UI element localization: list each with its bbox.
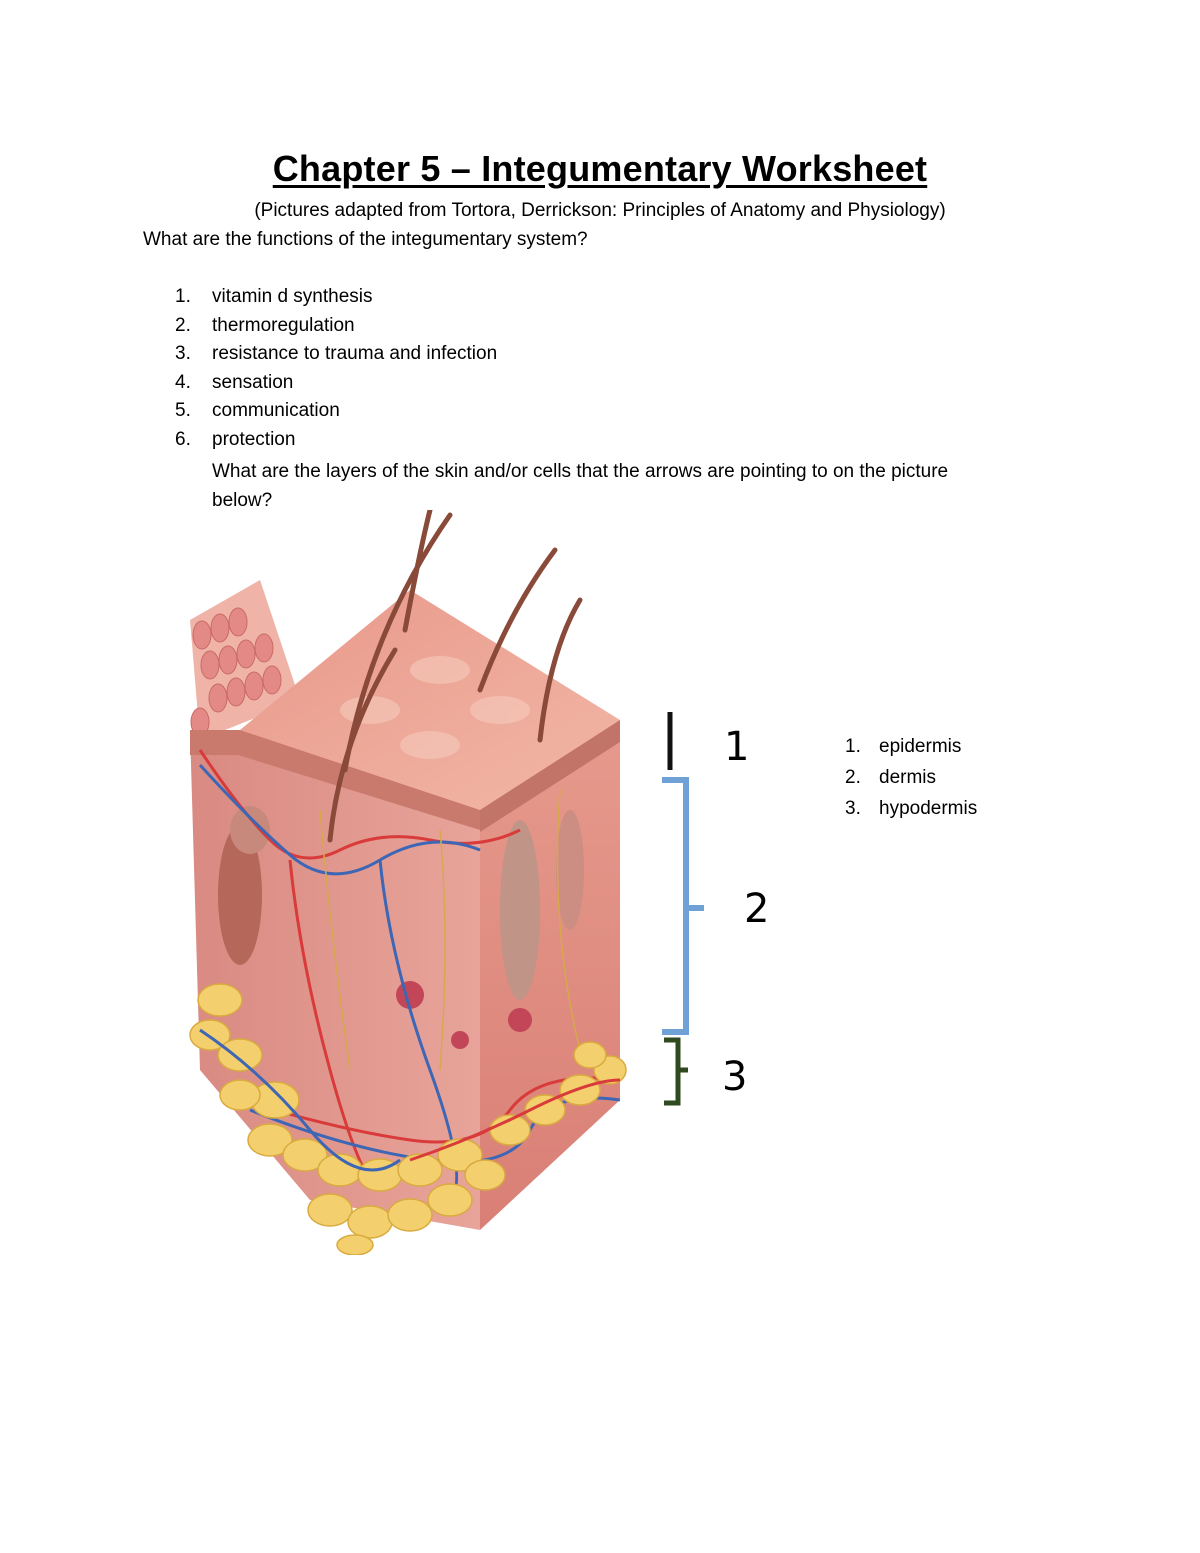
- list-item: [175, 340, 497, 369]
- list-text: dermis: [879, 767, 937, 788]
- list-item: [175, 397, 497, 426]
- list-item: [175, 426, 497, 455]
- list-text: hypodermis: [879, 798, 978, 819]
- list-text: vitamin d synthesis: [212, 286, 373, 307]
- list-number: 1.: [845, 736, 861, 757]
- skin-cross-section-illustration: [180, 510, 640, 1255]
- bracket-3: [664, 1040, 688, 1103]
- list-number: 1.: [175, 286, 191, 307]
- list-number: 3.: [845, 798, 861, 819]
- list-number: 2.: [175, 314, 191, 336]
- list-text: communication: [212, 400, 340, 422]
- list-text: epidermis: [879, 736, 962, 757]
- bracket-label-2: 2: [744, 886, 770, 932]
- list-text: resistance to trauma and infection: [212, 343, 498, 365]
- list-item: [175, 283, 497, 312]
- page-title: Chapter 5 – Integumentary Worksheet: [272, 148, 928, 189]
- list-item: [175, 312, 497, 341]
- list-text: thermoregulation: [212, 314, 355, 336]
- question-layers: What are the layers of the skin and/or cells that the arrows are pointing to on the picture below?: [212, 461, 949, 511]
- question-functions: What are the functions of the integumentary system?: [143, 229, 588, 250]
- list-text: protection: [212, 428, 296, 450]
- list-text: sensation: [212, 371, 294, 393]
- list-number: 3.: [175, 343, 191, 365]
- image-credit: (Pictures adapted from Tortora, Derrickson: Principles of Anatomy and Physiology): [254, 200, 946, 221]
- list-item: [845, 731, 977, 762]
- functions-list: [175, 283, 497, 455]
- list-item: [845, 793, 977, 824]
- list-item: [175, 369, 497, 398]
- list-number: 4.: [175, 371, 191, 393]
- bracket-label-3: 3: [722, 1054, 748, 1100]
- layers-answer-list: [845, 731, 977, 824]
- bracket-2: [662, 780, 704, 1032]
- list-number: 6.: [175, 428, 191, 450]
- list-number: 5.: [175, 400, 191, 422]
- list-item: [845, 762, 977, 793]
- list-number: 2.: [845, 767, 861, 788]
- bracket-label-1: 1: [724, 724, 750, 770]
